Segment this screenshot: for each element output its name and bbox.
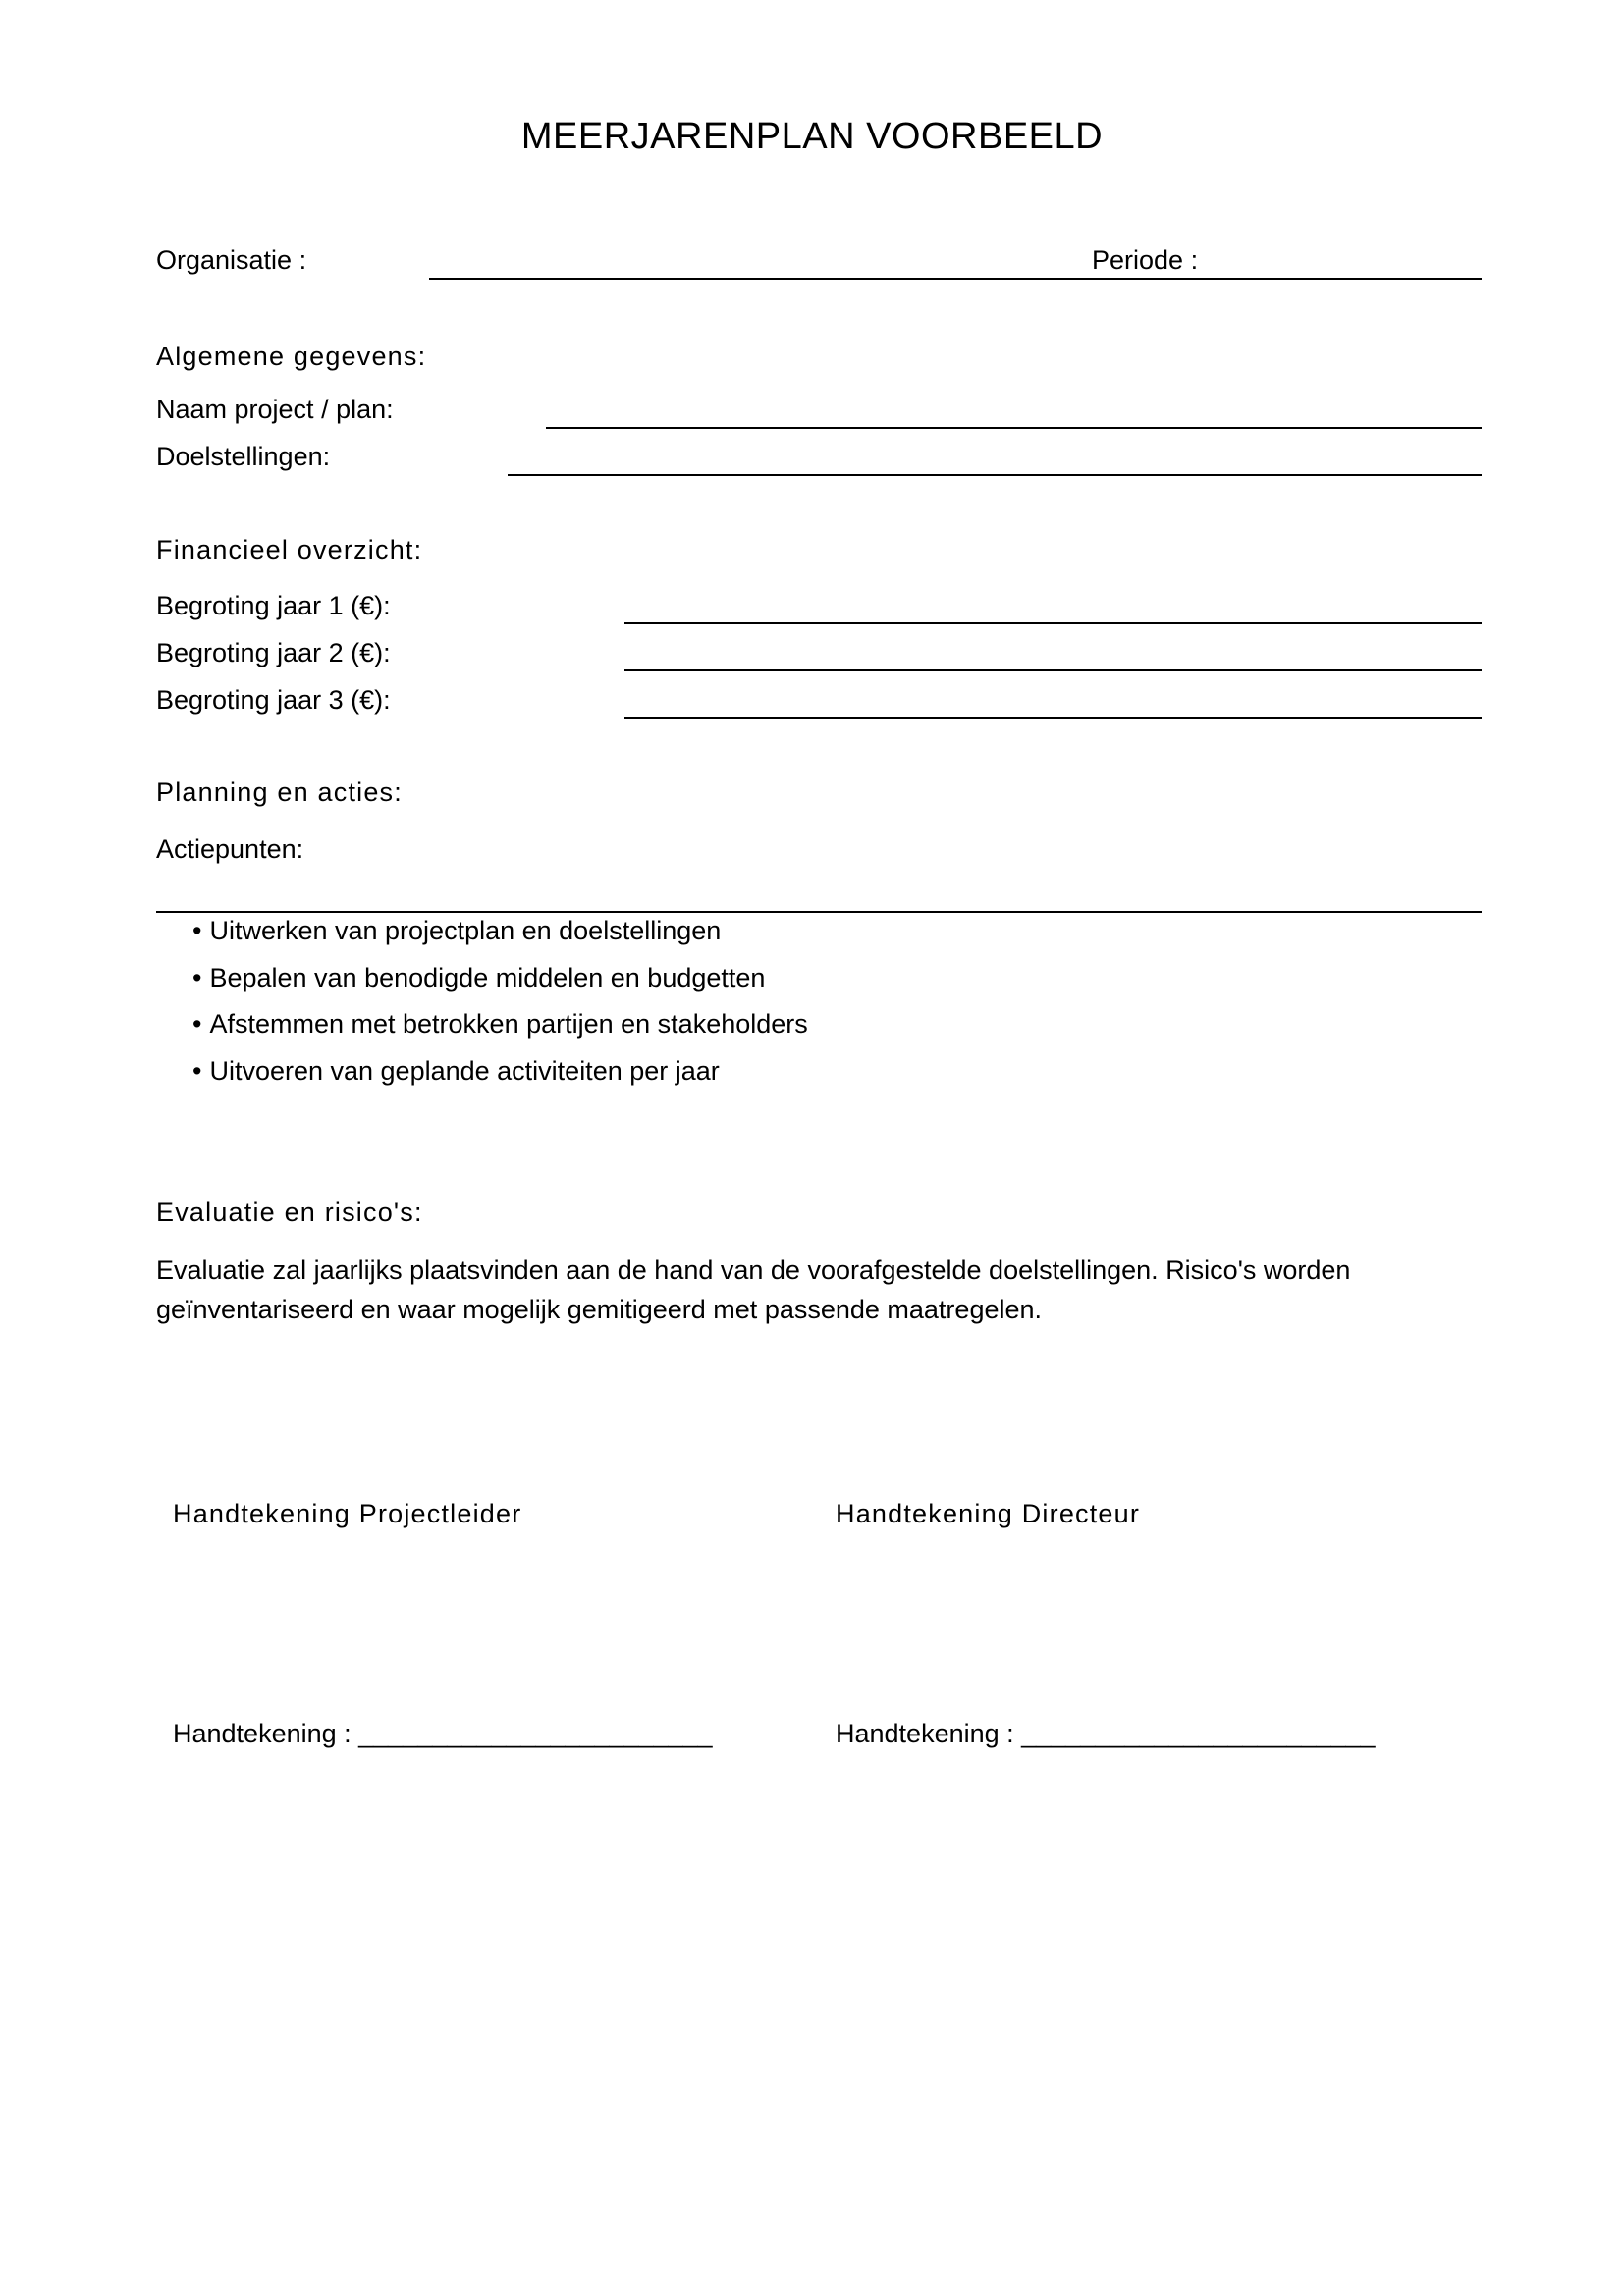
evaluatie-paragraph: Evaluatie zal jaarlijks plaatsvinden aan de hand van de voorafgestelde doelstellingen. Risico's worden geïnventariseerd en waar mogelijk gemitigeerd met passende maatregelen. bbox=[156, 1255, 1351, 1324]
actiepunten-list bbox=[192, 913, 808, 1099]
list-item-text: Bepalen van benodigde middelen en budgetten bbox=[209, 962, 766, 992]
begroting-jaar-3-label: Begroting jaar 3 (€): bbox=[156, 685, 391, 715]
begroting-jaar-1-label: Begroting jaar 1 (€): bbox=[156, 591, 391, 620]
bullet-icon: • bbox=[192, 1055, 202, 1086]
bullet-icon: • bbox=[192, 916, 202, 945]
list-item-text: Uitvoeren van geplande activiteiten per jaar bbox=[209, 1055, 720, 1086]
list-item bbox=[192, 1053, 808, 1100]
signature-line-projectleider[interactable]: Handtekening : ________________________ bbox=[173, 1719, 713, 1748]
doelstellingen-label: Doelstellingen: bbox=[156, 442, 331, 471]
list-item-text: Uitwerken van projectplan en doelstellingen bbox=[209, 916, 722, 945]
section-heading-algemeen: Algemene gegevens: bbox=[156, 342, 427, 371]
signature-heading-projectleider: Handtekening Projectleider bbox=[173, 1499, 522, 1528]
signature-line-directeur[interactable]: Handtekening : ________________________ bbox=[836, 1719, 1376, 1748]
naam-project-label: Naam project / plan: bbox=[156, 395, 394, 424]
list-item-text: Afstemmen met betrokken partijen en stakeholders bbox=[209, 1009, 808, 1039]
actiepunten-label: Actiepunten: bbox=[156, 834, 304, 864]
begroting-jaar-2-input-line[interactable] bbox=[624, 669, 1482, 671]
list-item bbox=[192, 913, 808, 960]
section-heading-planning: Planning en acties: bbox=[156, 777, 403, 807]
bullet-icon: • bbox=[192, 962, 202, 992]
periode-label: Periode : bbox=[1092, 245, 1204, 276]
list-item bbox=[192, 960, 808, 1007]
section-heading-financieel: Financieel overzicht: bbox=[156, 535, 423, 564]
begroting-jaar-2-label: Begroting jaar 2 (€): bbox=[156, 638, 391, 667]
section-heading-evaluatie: Evaluatie en risico's: bbox=[156, 1198, 423, 1227]
page-title: MEERJARENPLAN VOORBEELD bbox=[520, 116, 1104, 157]
begroting-jaar-3-input-line[interactable] bbox=[624, 717, 1482, 719]
organisatie-input-line[interactable] bbox=[429, 278, 1482, 280]
signature-heading-directeur: Handtekening Directeur bbox=[836, 1499, 1141, 1528]
list-item bbox=[192, 1006, 808, 1053]
bullet-icon: • bbox=[192, 1009, 202, 1039]
begroting-jaar-1-input-line[interactable] bbox=[624, 622, 1482, 624]
naam-project-input-line[interactable] bbox=[546, 427, 1482, 429]
organisatie-label: Organisatie : bbox=[156, 245, 307, 275]
doelstellingen-input-line[interactable] bbox=[508, 474, 1482, 476]
